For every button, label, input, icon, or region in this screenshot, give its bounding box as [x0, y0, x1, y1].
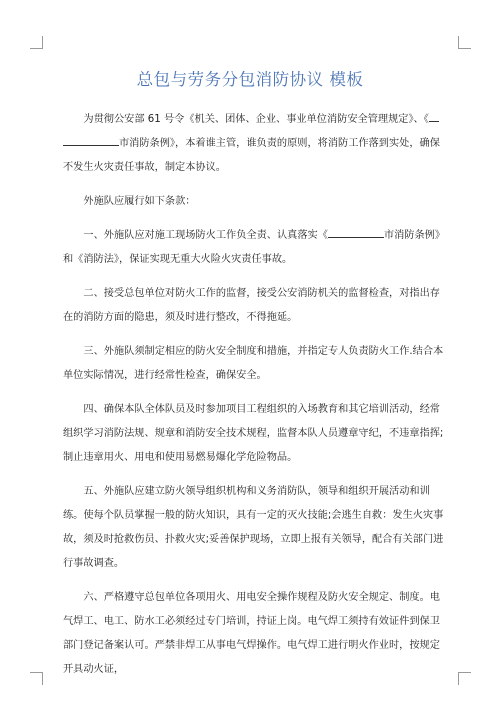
paragraph-clause-5: 五、外施队应建立防火领导组织机构和义务消防队，领导和组织开展活动和训练。使每个队员掌握一般的防火知识，具有一定的灭火技能;会逃生自救：发生火灾事故，须及时抢救伤员、扑救火灾;妥善保护现场，立即上报有关领导，配合有关部门进行事故调查。 — [63, 486, 444, 569]
crop-mark-bottom-left — [30, 672, 43, 685]
intro-text-b: 市消防条例》，本着谁主管，谁负责的原则，将消防工作落到实处，确保不发生火灾责任事故，制定本协议。 — [63, 138, 440, 173]
paragraph-clauses-intro: 外施队应履行如下条款： — [83, 196, 196, 207]
document-body — [63, 108, 446, 692]
crop-mark-top-left — [30, 36, 43, 49]
clause-1-text-a: 一、外施队应对施工现场防火工作负全责、认真落实《 — [83, 230, 328, 241]
document-title: 总包与劳务分包消防协议 模板 — [136, 70, 364, 89]
paragraph-clause-3: 三、外施队须制定相应的防火安全制度和措施，并指定专人负责防火工作.结合本单位实际情况，进行经常性检查，确保安全。 — [63, 346, 444, 381]
paragraph-intro — [63, 108, 446, 180]
blank-line — [328, 227, 384, 238]
crop-mark-bottom-right — [458, 672, 471, 685]
paragraph-clause-4: 四、确保本队全体队员及时参加项目工程组织的入场教育和其它培训活动，经常组织学习消防法规、规章和消防安全技术规程，监督本队人员遵章守纪，不违章指挥;制止违章用火、用电和使用易燃易爆化学危险物品。 — [63, 404, 444, 463]
paragraph-clause-6: 六、严格遵守总包单位各项用火、用电安全操作规程及防火安全规定、制度。电气焊工、电工、防水工必须经过专门培训，持证上岗。电气焊工须持有效证件到保卫部门登记备案认可。严禁非焊工从事电气焊操作。电气焊工进行明火作业时，按规定开具动火证， — [63, 592, 440, 675]
crop-mark-top-right — [458, 36, 471, 49]
paragraph-clause-2: 二、接受总包单位对防火工作的监督，接受公安消防机关的监督检查，对指出存在的消防方面的隐患，须及时进行整改，不得拖延。 — [63, 288, 440, 323]
blank-line — [429, 111, 439, 122]
paragraph-clause-1 — [63, 224, 446, 272]
intro-text-a: 为贯彻公安部 61 号令《机关、团体、企业、事业单位消防安全管理规定》、《 — [83, 114, 429, 125]
blank-line — [63, 135, 119, 146]
clause-1-text-b: 市消防条例》和《消防法》，保证实现无重大火险火灾责任事故。 — [63, 230, 446, 265]
